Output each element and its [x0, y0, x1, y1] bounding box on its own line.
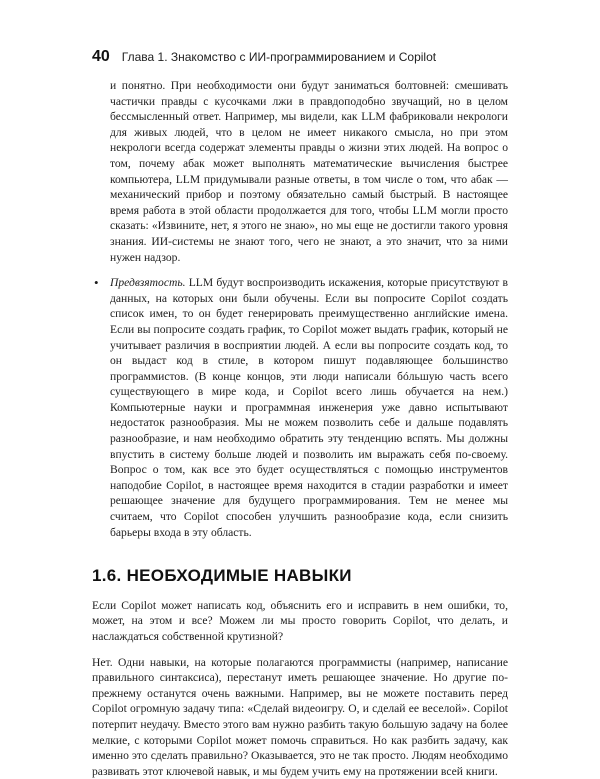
- bullet-title: Предвзятость.: [110, 276, 186, 290]
- page-number: 40: [92, 48, 110, 65]
- continued-paragraph: и понятно. При необходимости они будут заниматься болтовней: смешивать частички правды с кусочками лжи в правдоподобно звучащий, но в целом бессмысленный ответ. Например, мы видели, как LLM фабриковали некрологи для живых людей, что в целом не имеет никакого смысла, но при этом некрологи всегда содержат элементы правды о жизни этих людей. На вопрос о том, почему абак может выполнять математические вычисления быстрее компьютера, LLM придумывали разные ответы, в том числе о том, что абак — механический прибор и поэтому обязательно самый быстрый. В настоящее время работа в этой области продолжается для того, чтобы LLM могли просто сказать: «Извините, нет, я этого не знаю», но мы еще не достигли такого уровня знания. ИИ-системы не знают того, чего не знают, а это значит, что за ними нужен надзор.: [110, 79, 508, 264]
- section-heading: 1.6. НЕОБХОДИМЫЕ НАВЫКИ: [92, 566, 352, 586]
- section-paragraph-2: Нет. Одни навыки, на которые полагаются программисты (например, написание правильного синтаксиса), перестанут иметь решающее значение. Но другие по-прежнему останутся очень важными. Например, вы не можете поставить перед Copilot огромную задачу типа: «Сделай видеоигру. О, и сделай ее веселой». Copilot потерпит неудачу. Вместо этого вам нужно разбить такую большую задачу на более мелкие, с которыми Copilot может помочь справиться. Но как разбить задачу, как именно это сделать правильно? Оказывается, это не так просто. Людям необходимо развивать этот ключевой навык, и мы будем учить ему на протяжении всей книги.: [92, 655, 508, 778]
- page-body: [92, 78, 508, 779]
- bullet-marker: •: [94, 275, 99, 291]
- running-head: Глава 1. Знакомство с ИИ-программированием и Copilot: [121, 50, 437, 64]
- section-paragraph-1: Если Copilot может написать код, объяснить его и исправить в нем ошибки, то, может, на этом и все? Можем ли мы просто говорить Copilot, что делать, и наслаждаться собственной крутизной?: [92, 598, 508, 643]
- bullet-item-bias: [92, 275, 508, 540]
- bullet-text: LLM будут воспроизводить искажения, которые присутствуют в данных, на которых они были обучены. Если вы попросите Copilot создать список имен, то он будет генерировать преимущественно английские имена. Если вы попросите создать график, то Copilot может выдать график, который не учитывает различия в восприятии людей. А если вы попросите создать код, то он выдаст код в стиле, в котором пишут подавляющее большинство программистов. (В конце концов, эти люди написали бóльшую часть всего существующего в мире кода, и Copilot всего лишь обучается на нем.) Компьютерные науки и программная инженерия уже давно испытывают недостаток разнообразия. Мы не можем позволить себе и дальше подавлять разнообразие, и нам необходимо обратить эту тенденцию вспять. Мы должны впустить в систему больше людей и позволить им выражать себя по-своему. Вопрос о том, как все это будет осуществляться с помощью инструментов наподобие Copilot, в настоящее время находится в стадии разработки и имеет решающее значение для будущего программирования. Тем не менее мы считаем, что Copilot способен улучшить разнообразие кода, если снизить барьеры входа в эту область.: [110, 276, 508, 539]
- page-header: [92, 48, 540, 68]
